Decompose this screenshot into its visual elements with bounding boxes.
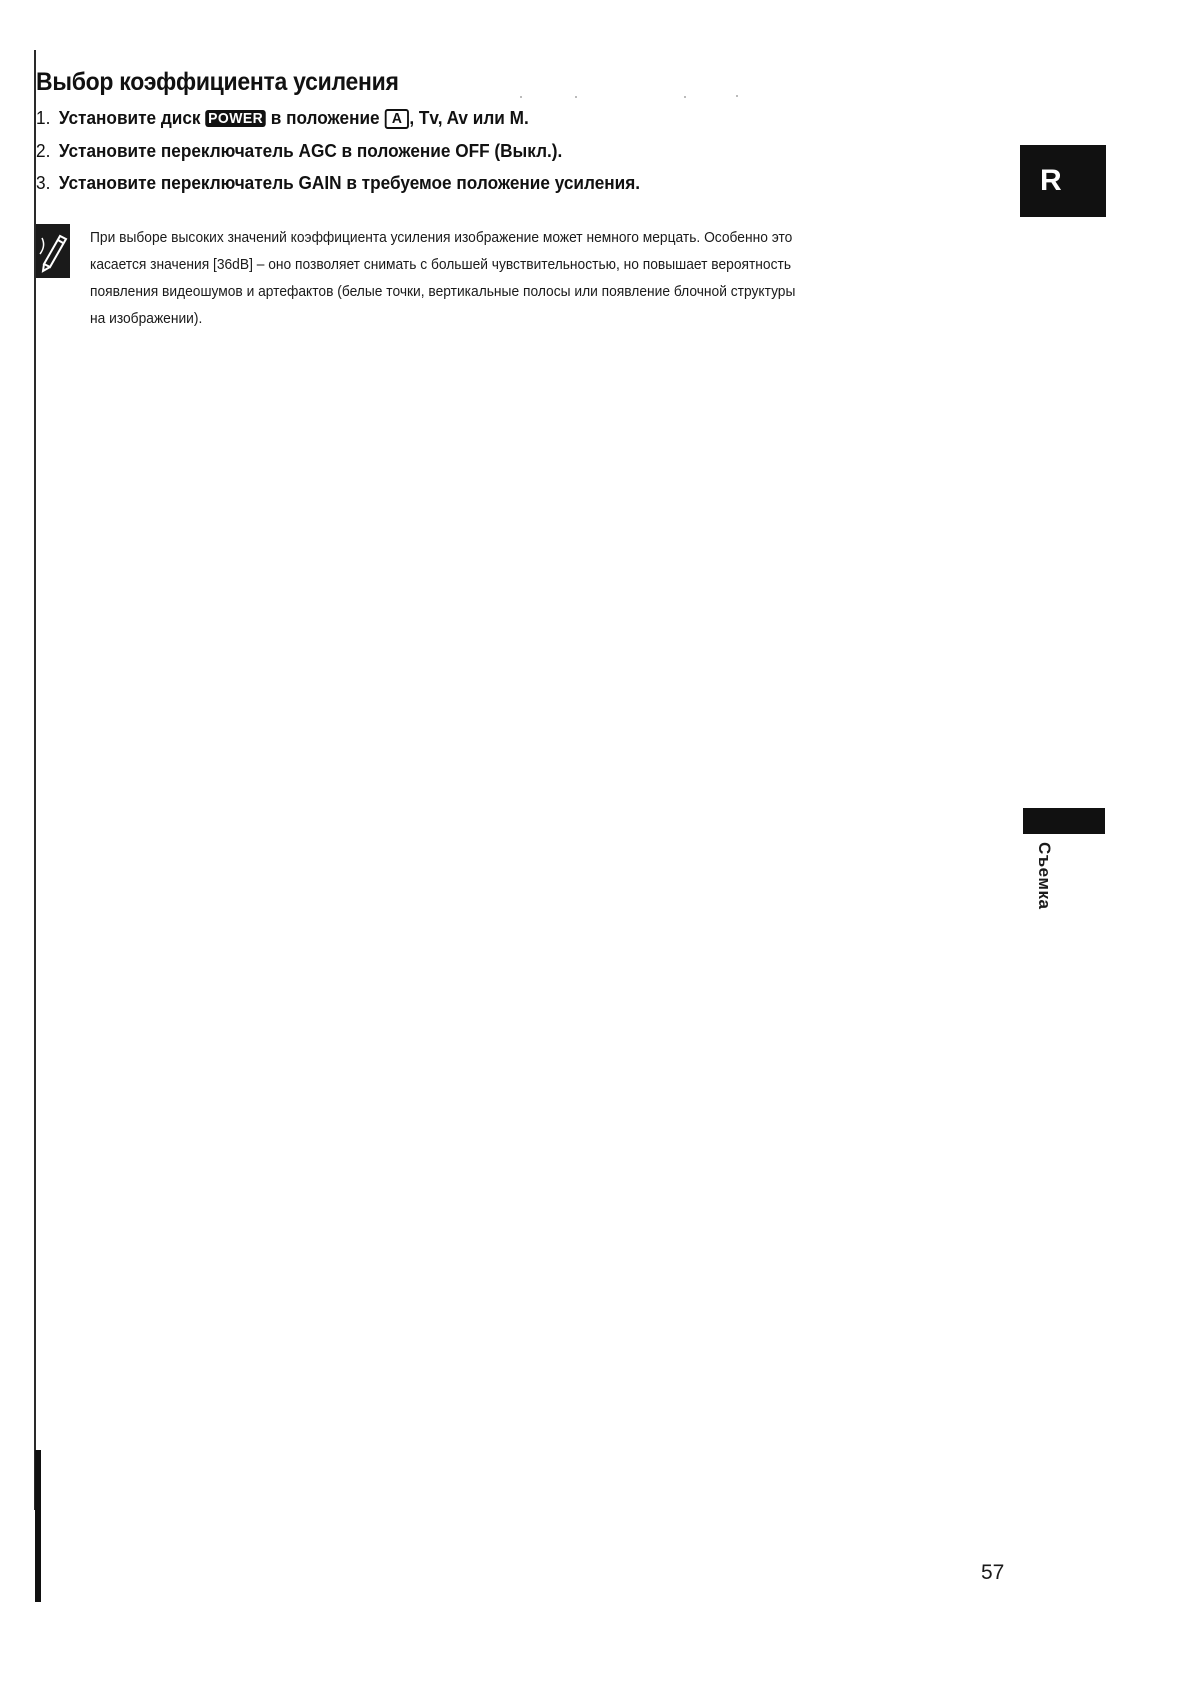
- step-text: в положение: [270, 107, 380, 128]
- page-title: Выбор коэффициента усиления: [36, 68, 399, 96]
- step-list: [36, 108, 686, 205]
- mode-options: , Tv, Av или M.: [409, 107, 529, 128]
- binding-edge-mark: [35, 1450, 41, 1602]
- note-line: появления видеошумов и артефактов (белые точки, вертикальные полосы или появление блочной структуры: [90, 283, 796, 300]
- step-2: [36, 141, 640, 161]
- step-number: 1.: [36, 107, 51, 128]
- power-dial-icon: POWER: [205, 110, 266, 127]
- note-line: При выборе высоких значений коэффициента усиления изображение может немного мерцать. Особенно это: [90, 229, 793, 246]
- scan-speck: [575, 96, 577, 98]
- step-3: [36, 173, 640, 193]
- auto-mode-icon: A: [384, 109, 409, 129]
- scan-speck: [520, 96, 522, 98]
- step-number: 2.: [36, 140, 51, 161]
- section-tab-letter: R: [1020, 145, 1106, 217]
- note-line: касается значения [36dB] – оно позволяет снимать с большей чувствительностью, но повышает вероятность: [90, 256, 792, 273]
- section-tab-bar: [1023, 808, 1105, 834]
- scan-speck: [736, 95, 738, 97]
- step-1: [36, 108, 640, 129]
- step-text: Установите переключатель AGC в положение OFF (Выкл.).: [58, 140, 563, 161]
- section-tab-label: Съемка: [1035, 842, 1054, 910]
- pencil-note-icon: [36, 224, 70, 278]
- step-text: Установите диск: [58, 107, 201, 128]
- step-text: Установите переключатель GAIN в требуемое положение усиления.: [58, 172, 641, 193]
- note-line: на изображении).: [90, 310, 203, 327]
- page-number: 57: [981, 1561, 1005, 1584]
- step-number: 3.: [36, 172, 51, 193]
- note-paragraph: [90, 224, 900, 332]
- scan-speck: [684, 96, 686, 98]
